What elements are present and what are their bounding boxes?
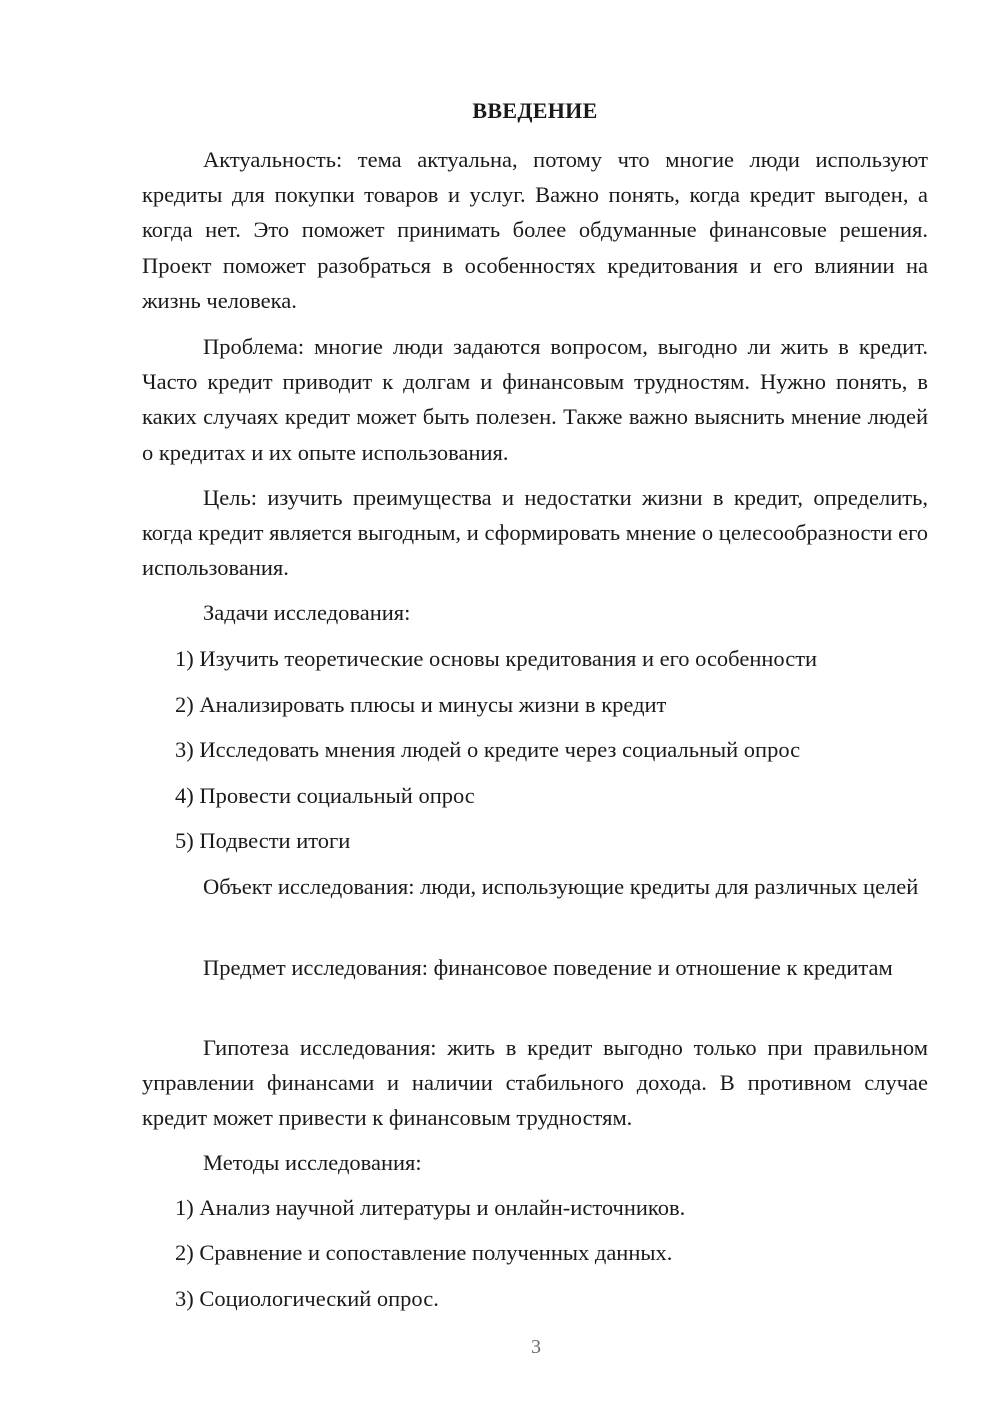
methods-heading: Методы исследования: <box>203 1150 422 1175</box>
task-item-4: 4) Провести социальный опрос <box>175 783 475 808</box>
task-item-5: 5) Подвести итоги <box>175 828 351 853</box>
method-item-2: 2) Сравнение и сопоставление полученных данных. <box>175 1240 673 1265</box>
hypothesis-paragraph: Гипотеза исследования: жить в кредит выгодно только при правильном управлении финансами и наличии стабильного дохода. В противном случае кредит может привести к финансовым трудностям. <box>142 1035 928 1131</box>
method-item-3: 3) Социологический опрос. <box>175 1286 439 1311</box>
section-title: ВВЕДЕНИЕ <box>472 98 598 123</box>
method-item-1: 1) Анализ научной литературы и онлайн-источников. <box>175 1195 686 1220</box>
object-paragraph: Объект исследования: люди, использующие кредиты для различных целей <box>203 874 919 899</box>
task-item-3: 3) Исследовать мнения людей о кредите через социальный опрос <box>175 737 801 762</box>
subject-paragraph: Предмет исследования: финансовое поведение и отношение к кредитам <box>203 955 893 980</box>
page-number: 3 <box>531 1336 541 1358</box>
problem-paragraph: Проблема: многие люди задаются вопросом, выгодно ли жить в кредит. Часто кредит приводит к долгам и финансовым трудностям. Нужно понять, в каких случаях кредит может быть полезен. Также важно выяснить мнение людей о кредитах и их опыте использования. <box>142 334 928 465</box>
task-item-1: 1) Изучить теоретические основы кредитования и его особенности <box>175 646 818 671</box>
goal-paragraph: Цель: изучить преимущества и недостатки жизни в кредит, определить, когда кредит является выгодным, и сформировать мнение о целесообразности его использования. <box>142 485 928 581</box>
task-item-2: 2) Анализировать плюсы и минусы жизни в кредит <box>175 692 667 717</box>
tasks-heading: Задачи исследования: <box>203 600 411 625</box>
relevance-paragraph: Актуальность: тема актуальна, потому что многие люди используют кредиты для покупки товаров и услуг. Важно понять, когда кредит выгоден, а когда нет. Это поможет принимать более обдуманные финансовые решения. Проект поможет разобраться в особенностях кредитования и его влиянии на жизнь человека. <box>142 147 928 313</box>
